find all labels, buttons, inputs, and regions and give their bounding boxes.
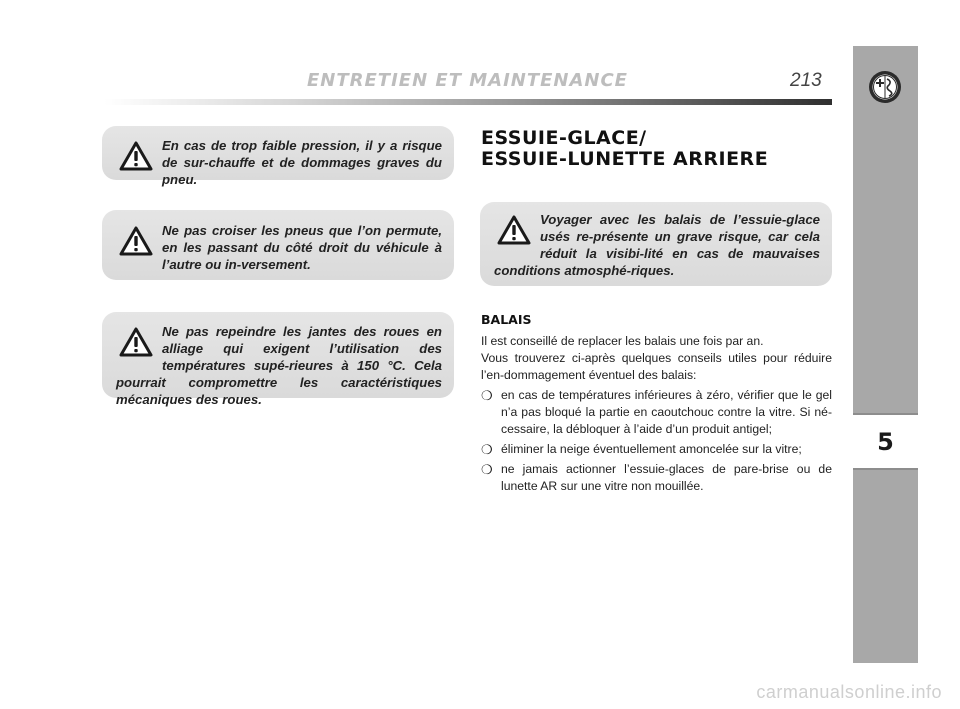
list-item [481, 387, 832, 438]
warning-triangle-icon [118, 140, 154, 172]
section-title [481, 128, 841, 170]
section-title-line2: ESSUIE-LUNETTE ARRIERE [481, 148, 769, 170]
circle-bullet-icon: ❍ [481, 388, 493, 403]
warning-box-tire-rotation [102, 210, 454, 280]
list-item-text: éliminer la neige éventuellement amoncelée sur la vitre; [501, 442, 802, 456]
section-title-line1: ESSUIE-GLACE/ [481, 127, 647, 149]
warning-text: Ne pas croiser les pneus que l’on permute, en les passant du côté droit du véhicule à l’autre ou in-versement. [162, 223, 442, 272]
alfa-romeo-logo-icon [868, 70, 902, 104]
header-rule [104, 99, 832, 105]
circle-bullet-icon: ❍ [481, 442, 493, 457]
subheading-balais: BALAIS [481, 312, 532, 327]
watermark: carmanualsonline.info [756, 682, 942, 702]
paragraph: Il est conseillé de replacer les balais une fois par an. [481, 334, 764, 348]
circle-bullet-icon: ❍ [481, 462, 493, 477]
body-text [481, 333, 832, 495]
list-item [481, 461, 832, 495]
warning-triangle-icon [118, 225, 154, 257]
warning-triangle-icon [496, 214, 532, 246]
list-item-text: en cas de températures inférieures à zéro, vérifier que le gel n’a pas bloqué la partie en caoutchouc contre la vitre. Si né-cessaire, la débloquer à l’aide d’un produit antigel; [501, 388, 832, 436]
chapter-sidebar [853, 46, 918, 663]
running-header-title: ENTRETIEN ET MAINTENANCE [307, 70, 628, 91]
chapter-tab[interactable]: 5 [853, 413, 918, 470]
list-item-text: ne jamais actionner l’essuie-glaces de pare-brise ou de lunette AR sur une vitre non mouillée. [501, 462, 832, 493]
warning-box-worn-wipers [480, 202, 832, 286]
warning-text: Ne pas repeindre les jantes des roues en alliage qui exigent l’utilisation des températures supé-rieures à 150 °C. Cela pourrait compromettre les caractéristiques mécaniques des roues. [116, 324, 442, 407]
list-item [481, 441, 832, 458]
warning-text: En cas de trop faible pression, il y a risque de sur-chauffe et de dommages graves du pneu. [162, 138, 442, 187]
page-number: 213 [790, 70, 822, 91]
warning-box-tire-pressure [102, 126, 454, 187]
warning-text: Voyager avec les balais de l’essuie-glace usés re-présente un grave risque, car cela réduit la visibi-lité en cas de mauvaises conditions atmosphé-riques. [494, 212, 820, 278]
paragraph: Vous trouverez ci-après quelques conseils utiles pour réduire l’en-dommagement éventuel des balais: [481, 351, 832, 382]
warning-box-wheel-painting [102, 312, 454, 407]
warning-triangle-icon [118, 326, 154, 358]
